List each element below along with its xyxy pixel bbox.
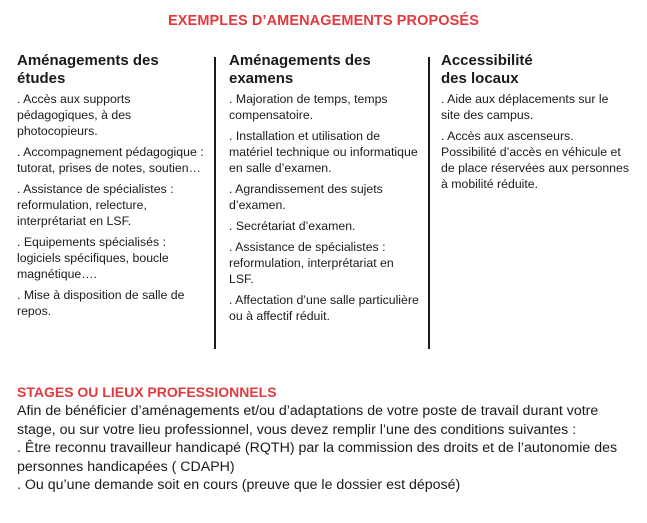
list-item: . Installation et utilisation de matériel technique ou informatique en salle d’examen. (229, 129, 418, 175)
column-heading (441, 52, 629, 88)
column-heading (229, 52, 419, 88)
stages-body (17, 402, 637, 495)
list-item: . Accès aux supports pédagogiques, à des photocopieurs. (17, 92, 132, 138)
column-etudes (17, 52, 209, 324)
column-heading-line: Accessibilité (441, 52, 533, 69)
column-locaux (441, 52, 629, 197)
column-heading-line: des locaux (441, 70, 519, 87)
column-heading-line: Aménagements des (17, 52, 159, 69)
column-examens (229, 52, 419, 329)
stages-paragraph: . Ou qu’une demande soit en cours (preuve que le dossier est déposé) (17, 477, 461, 493)
column-heading (17, 52, 209, 88)
list-item: . Mise à disposition de salle de repos. (17, 288, 185, 318)
column-divider (428, 57, 430, 349)
column-heading-line: examens (229, 70, 294, 87)
list-item: . Affectation d’une salle particulière ou à affectif réduit. (229, 293, 419, 323)
column-divider (214, 57, 216, 349)
list-item: . Equipements spécialisés : logiciels spécifiques, boucle magnétique…. (17, 235, 169, 281)
column-heading-line: Aménagements des (229, 52, 371, 69)
list-item: . Agrandissement des sujets d’examen. (229, 182, 383, 212)
list-item: . Accompagnement pédagogique : tutorat, prises de notes, soutien… (17, 145, 204, 175)
stages-title: STAGES OU LIEUX PROFESSIONNELS (17, 384, 277, 400)
stages-paragraph: Afin de bénéficier d’aménagements et/ou d’adaptations de votre poste de travail durant votre stage, ou sur votre lieu professionnel, vous devez remplir l’une des conditions suivantes : (17, 403, 599, 438)
list-item: . Assistance de spécialistes : reformulation, relecture, interprétariat en LSF. (17, 182, 174, 228)
document-title: EXEMPLES D’AMENAGEMENTS PROPOSÉS (168, 13, 479, 29)
list-item: . Secrétariat d’examen. (229, 219, 356, 233)
list-item: . Aide aux déplacements sur le site des campus. (441, 92, 609, 122)
list-item: . Accès aux ascenseurs. Possibilité d’accès en véhicule et de place réservées aux personnes à mobilité réduite. (441, 129, 629, 191)
list-item: . Assistance de spécialistes : reformulation, interprétariat en LSF. (229, 240, 394, 286)
list-item: . Majoration de temps, temps compensatoire. (229, 92, 388, 122)
column-heading-line: études (17, 70, 66, 87)
stages-paragraph: . Être reconnu travailleur handicapé (RQTH) par la commission des droits et de l’autonomie des personnes handicapées ( CDAPH) (17, 440, 618, 475)
